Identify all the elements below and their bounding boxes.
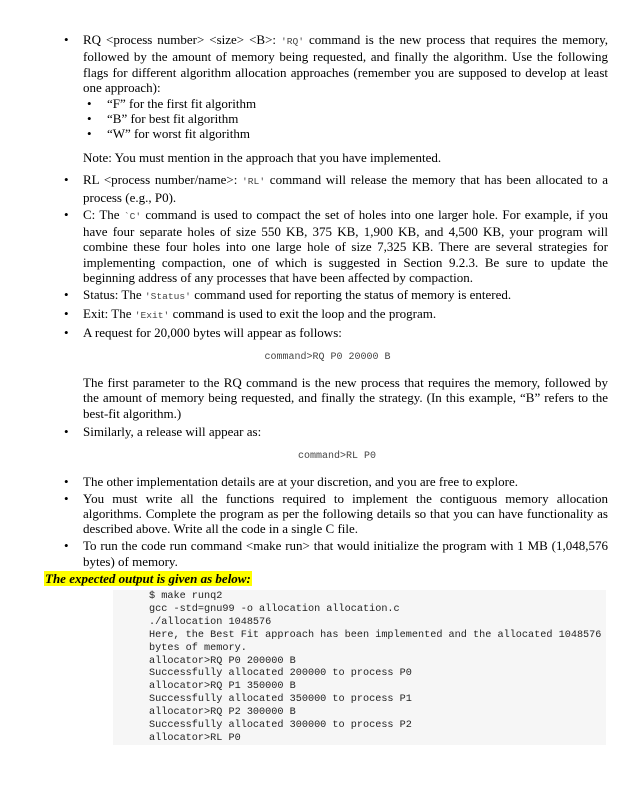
terminal-line: Here, the Best Fit approach has been implemented and the allocated 1048576 (149, 629, 602, 641)
rl-bullet: • RL <process number/name>: 'RL' command will release the memory that has been allocated to a process (e.g., P0). (0, 172, 644, 205)
details-bullet: • The other implementation details are at your discretion, and you are free to explore. (0, 474, 644, 489)
release-command-example: command>RL P0 (297, 451, 376, 463)
algorithm-flags (0, 96, 608, 142)
flag-best-fit: • “B” for best fit algorithm (0, 111, 608, 126)
exit-bullet: • Exit: The 'Exit' command is used to exit the loop and the program. (0, 306, 644, 323)
request-explanation: The first parameter to the RQ command is the new process that requires the memory, followed by the amount of memory being requested, and finally the strategy. (In this example, “B” refers to the best-fit algorithm.) (83, 374, 608, 421)
flag-worst-fit: • “W” for worst fit algorithm (0, 126, 608, 141)
compact-bullet: • C: The `C' command is used to compact the set of holes into one larger hole. For example, if you have four separate holes of size 550 KB, 375 KB, 1,900 KB, and 4,500 KB, your program will combine these four holes into one large hole of size 7,325 KB. There are several strategies for implementing compaction, one of which is suggested in Section 9.2.3. Be sure to update the beginning address of any processes that have been affected by compaction. (0, 207, 644, 286)
terminal-line: gcc -std=gnu99 -o allocation allocation.c (149, 603, 400, 615)
terminal-line: Successfully allocated 350000 to process P1 (149, 694, 412, 706)
terminal-line: Successfully allocated 200000 to process P0 (149, 668, 412, 680)
terminal-line: ./allocation 1048576 (149, 616, 272, 628)
status-bullet: • Status: The 'Status' command used for reporting the status of memory is entered. (0, 287, 644, 304)
rq-code: 'RQ' (280, 36, 305, 47)
status-code: 'Status' (144, 291, 191, 303)
c-code: `C' (123, 210, 142, 222)
request-bullet: • A request for 20,000 bytes will appear as follows: command>RQ P0 20000 B The first parameter to the RQ command is the new process that requires the memory, followed by the amount of memory being requested, and finally the strategy. (In this example, “B” refers to the best-fit algorithm.) (0, 325, 644, 421)
expected-output-heading: The expected output is given as below: (45, 571, 251, 586)
functions-bullet: • You must write all the functions required to implement the contiguous memory allocation algorithms. Complete the program as per the following details so that you can have functionality as described above. Write all the code in a single C file. (0, 491, 644, 537)
rl-code: 'RL' (242, 176, 266, 188)
request-command-example: command>RQ P0 20000 B (264, 352, 391, 364)
exit-code: 'Exit' (134, 310, 170, 321)
terminal-line: bytes of memory. (149, 642, 247, 654)
run-bullet: • To run the code run command <make run> that would initialize the program with 1 MB (1,048,576 bytes) of memory. (0, 538, 644, 569)
terminal-line: allocator>RQ P2 300000 B (149, 707, 296, 719)
assignment-document (0, 32, 644, 571)
terminal-line: allocator>RQ P1 350000 B (149, 681, 296, 693)
approach-note: Note: You must mention in the approach that you have implemented. (83, 149, 442, 165)
command-list (0, 32, 644, 569)
flag-first-fit: • “F” for the first fit algorithm (0, 96, 608, 111)
terminal-output (113, 590, 606, 745)
expected-output-heading-wrap (44, 571, 252, 586)
terminal-line: Successfully allocated 300000 to process P2 (149, 720, 412, 732)
terminal-line: allocator>RL P0 (149, 732, 241, 744)
terminal-line: allocator>RQ P0 200000 B (149, 655, 296, 667)
release-bullet: • Similarly, a release will appear as: command>RL P0 (0, 424, 644, 465)
terminal-line: $ make runq2 (149, 591, 223, 602)
rq-bullet: • RQ <process number> <size> <B>: 'RQ' command is the new process that requires the memory, followed by the amount of memory being requested, and finally the algorithm. Use the following flags for different algorithm allocation approaches (remember you are supposed to develop at least one approach): • “F” for the first fit algorithm • “B” for best fit algorithm • “W” for worst fit algorithm Note: You must mention in the approach that you have implemented. (0, 32, 644, 165)
